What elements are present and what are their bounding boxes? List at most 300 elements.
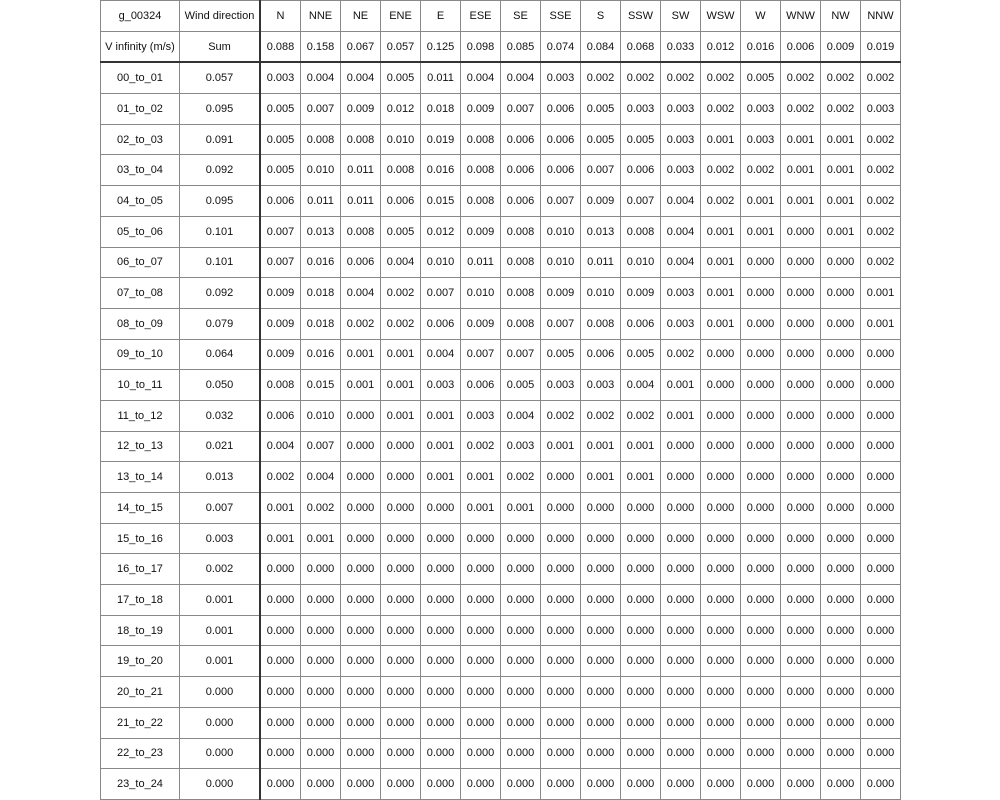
frequency-cell: 0.000 bbox=[701, 339, 741, 370]
frequency-cell: 0.002 bbox=[821, 62, 861, 93]
frequency-cell: 0.000 bbox=[741, 523, 781, 554]
frequency-cell: 0.002 bbox=[661, 62, 701, 93]
speed-bin-label: 18_to_19 bbox=[101, 615, 180, 646]
frequency-cell: 0.006 bbox=[341, 247, 381, 278]
frequency-cell: 0.004 bbox=[301, 462, 341, 493]
frequency-cell: 0.018 bbox=[421, 94, 461, 125]
frequency-cell: 0.002 bbox=[701, 62, 741, 93]
frequency-cell: 0.005 bbox=[621, 124, 661, 155]
frequency-cell: 0.005 bbox=[260, 124, 301, 155]
frequency-cell: 0.000 bbox=[661, 615, 701, 646]
direction-total-ene: 0.057 bbox=[381, 31, 421, 62]
frequency-cell: 0.000 bbox=[821, 339, 861, 370]
frequency-cell: 0.000 bbox=[741, 308, 781, 339]
frequency-cell: 0.001 bbox=[821, 124, 861, 155]
frequency-cell: 0.000 bbox=[260, 646, 301, 677]
direction-total-ese: 0.098 bbox=[461, 31, 501, 62]
speed-bin-label: 06_to_07 bbox=[101, 247, 180, 278]
table-row bbox=[101, 585, 901, 616]
frequency-cell: 0.008 bbox=[341, 124, 381, 155]
frequency-cell: 0.008 bbox=[501, 278, 541, 309]
frequency-cell: 0.010 bbox=[461, 278, 501, 309]
frequency-cell: 0.000 bbox=[501, 554, 541, 585]
frequency-cell: 0.000 bbox=[781, 278, 821, 309]
speed-bin-label: 14_to_15 bbox=[101, 493, 180, 524]
frequency-cell: 0.000 bbox=[381, 493, 421, 524]
row-sum-cell: 0.057 bbox=[180, 62, 261, 93]
direction-header-nw: NW bbox=[821, 1, 861, 32]
frequency-cell: 0.000 bbox=[541, 646, 581, 677]
frequency-cell: 0.011 bbox=[341, 186, 381, 217]
direction-total-se: 0.085 bbox=[501, 31, 541, 62]
speed-bin-label: 19_to_20 bbox=[101, 646, 180, 677]
frequency-cell: 0.001 bbox=[861, 278, 901, 309]
frequency-cell: 0.002 bbox=[461, 431, 501, 462]
wind-direction-label: Wind direction bbox=[180, 1, 261, 32]
frequency-cell: 0.000 bbox=[260, 615, 301, 646]
frequency-cell: 0.000 bbox=[861, 769, 901, 800]
frequency-cell: 0.000 bbox=[541, 523, 581, 554]
frequency-cell: 0.004 bbox=[501, 400, 541, 431]
row-sum-cell: 0.101 bbox=[180, 216, 261, 247]
frequency-cell: 0.000 bbox=[421, 769, 461, 800]
frequency-cell: 0.001 bbox=[461, 462, 501, 493]
frequency-cell: 0.006 bbox=[461, 370, 501, 401]
speed-label: V infinity (m/s) bbox=[101, 31, 180, 62]
frequency-cell: 0.000 bbox=[701, 707, 741, 738]
row-sum-cell: 0.000 bbox=[180, 707, 261, 738]
frequency-cell: 0.000 bbox=[381, 707, 421, 738]
row-sum-cell: 0.079 bbox=[180, 308, 261, 339]
frequency-cell: 0.011 bbox=[301, 186, 341, 217]
frequency-cell: 0.000 bbox=[341, 585, 381, 616]
frequency-cell: 0.005 bbox=[741, 62, 781, 93]
frequency-cell: 0.000 bbox=[501, 738, 541, 769]
frequency-cell: 0.008 bbox=[501, 216, 541, 247]
frequency-cell: 0.000 bbox=[621, 523, 661, 554]
frequency-cell: 0.009 bbox=[541, 278, 581, 309]
table-row bbox=[101, 431, 901, 462]
frequency-cell: 0.003 bbox=[661, 278, 701, 309]
frequency-cell: 0.000 bbox=[341, 707, 381, 738]
frequency-cell: 0.011 bbox=[461, 247, 501, 278]
frequency-cell: 0.000 bbox=[621, 615, 661, 646]
direction-total-n: 0.088 bbox=[260, 31, 301, 62]
frequency-cell: 0.000 bbox=[821, 646, 861, 677]
frequency-cell: 0.002 bbox=[861, 186, 901, 217]
frequency-cell: 0.000 bbox=[381, 462, 421, 493]
frequency-cell: 0.000 bbox=[741, 370, 781, 401]
frequency-cell: 0.000 bbox=[861, 493, 901, 524]
frequency-cell: 0.000 bbox=[621, 554, 661, 585]
frequency-cell: 0.000 bbox=[861, 677, 901, 708]
frequency-cell: 0.000 bbox=[661, 677, 701, 708]
frequency-cell: 0.000 bbox=[621, 707, 661, 738]
frequency-cell: 0.009 bbox=[260, 308, 301, 339]
row-sum-cell: 0.013 bbox=[180, 462, 261, 493]
frequency-cell: 0.001 bbox=[260, 523, 301, 554]
row-sum-cell: 0.000 bbox=[180, 677, 261, 708]
frequency-cell: 0.000 bbox=[701, 738, 741, 769]
table-row bbox=[101, 339, 901, 370]
frequency-cell: 0.001 bbox=[861, 308, 901, 339]
frequency-cell: 0.000 bbox=[661, 585, 701, 616]
frequency-cell: 0.002 bbox=[781, 94, 821, 125]
frequency-cell: 0.000 bbox=[741, 247, 781, 278]
frequency-cell: 0.008 bbox=[461, 186, 501, 217]
frequency-cell: 0.000 bbox=[821, 370, 861, 401]
speed-bin-label: 07_to_08 bbox=[101, 278, 180, 309]
frequency-cell: 0.000 bbox=[421, 677, 461, 708]
frequency-cell: 0.000 bbox=[461, 585, 501, 616]
frequency-cell: 0.000 bbox=[701, 523, 741, 554]
frequency-cell: 0.004 bbox=[461, 62, 501, 93]
frequency-cell: 0.005 bbox=[260, 155, 301, 186]
frequency-cell: 0.003 bbox=[661, 124, 701, 155]
row-sum-cell: 0.002 bbox=[180, 554, 261, 585]
frequency-cell: 0.002 bbox=[701, 94, 741, 125]
frequency-cell: 0.000 bbox=[461, 707, 501, 738]
frequency-cell: 0.000 bbox=[661, 431, 701, 462]
frequency-cell: 0.000 bbox=[581, 523, 621, 554]
row-sum-cell: 0.091 bbox=[180, 124, 261, 155]
frequency-cell: 0.000 bbox=[341, 431, 381, 462]
frequency-cell: 0.000 bbox=[661, 769, 701, 800]
frequency-cell: 0.000 bbox=[861, 707, 901, 738]
frequency-cell: 0.019 bbox=[421, 124, 461, 155]
frequency-cell: 0.001 bbox=[421, 400, 461, 431]
frequency-cell: 0.000 bbox=[661, 523, 701, 554]
frequency-cell: 0.005 bbox=[501, 370, 541, 401]
frequency-cell: 0.006 bbox=[260, 186, 301, 217]
table-row bbox=[101, 216, 901, 247]
frequency-cell: 0.001 bbox=[701, 124, 741, 155]
frequency-cell: 0.000 bbox=[781, 523, 821, 554]
frequency-cell: 0.000 bbox=[501, 615, 541, 646]
frequency-cell: 0.010 bbox=[581, 278, 621, 309]
table-row bbox=[101, 677, 901, 708]
frequency-cell: 0.000 bbox=[341, 738, 381, 769]
frequency-cell: 0.002 bbox=[661, 339, 701, 370]
table-row bbox=[101, 62, 901, 93]
frequency-cell: 0.008 bbox=[260, 370, 301, 401]
table-row bbox=[101, 155, 901, 186]
speed-bin-label: 15_to_16 bbox=[101, 523, 180, 554]
frequency-cell: 0.000 bbox=[260, 554, 301, 585]
frequency-cell: 0.000 bbox=[621, 677, 661, 708]
table-row bbox=[101, 186, 901, 217]
direction-total-nw: 0.009 bbox=[821, 31, 861, 62]
frequency-cell: 0.000 bbox=[541, 615, 581, 646]
frequency-cell: 0.000 bbox=[501, 646, 541, 677]
frequency-cell: 0.000 bbox=[701, 677, 741, 708]
frequency-cell: 0.000 bbox=[541, 554, 581, 585]
frequency-cell: 0.010 bbox=[381, 124, 421, 155]
frequency-cell: 0.000 bbox=[781, 370, 821, 401]
frequency-cell: 0.001 bbox=[581, 462, 621, 493]
frequency-cell: 0.008 bbox=[461, 124, 501, 155]
frequency-cell: 0.000 bbox=[341, 615, 381, 646]
frequency-cell: 0.007 bbox=[260, 216, 301, 247]
frequency-cell: 0.003 bbox=[541, 370, 581, 401]
frequency-cell: 0.000 bbox=[661, 493, 701, 524]
table-row bbox=[101, 493, 901, 524]
frequency-cell: 0.005 bbox=[581, 94, 621, 125]
frequency-cell: 0.001 bbox=[381, 400, 421, 431]
frequency-cell: 0.002 bbox=[861, 216, 901, 247]
frequency-cell: 0.000 bbox=[701, 431, 741, 462]
row-sum-cell: 0.001 bbox=[180, 615, 261, 646]
frequency-cell: 0.007 bbox=[501, 94, 541, 125]
frequency-cell: 0.000 bbox=[260, 677, 301, 708]
frequency-cell: 0.007 bbox=[501, 339, 541, 370]
frequency-cell: 0.001 bbox=[421, 462, 461, 493]
frequency-cell: 0.001 bbox=[741, 186, 781, 217]
frequency-cell: 0.000 bbox=[581, 585, 621, 616]
frequency-cell: 0.000 bbox=[861, 615, 901, 646]
frequency-cell: 0.000 bbox=[781, 308, 821, 339]
frequency-cell: 0.002 bbox=[581, 62, 621, 93]
frequency-cell: 0.002 bbox=[260, 462, 301, 493]
frequency-cell: 0.000 bbox=[701, 462, 741, 493]
row-sum-cell: 0.007 bbox=[180, 493, 261, 524]
frequency-cell: 0.002 bbox=[861, 247, 901, 278]
frequency-cell: 0.000 bbox=[421, 585, 461, 616]
row-sum-cell: 0.092 bbox=[180, 155, 261, 186]
frequency-cell: 0.000 bbox=[341, 493, 381, 524]
frequency-cell: 0.005 bbox=[260, 94, 301, 125]
frequency-cell: 0.001 bbox=[701, 247, 741, 278]
wind-frequency-table bbox=[100, 0, 901, 800]
frequency-cell: 0.000 bbox=[461, 677, 501, 708]
frequency-cell: 0.001 bbox=[501, 493, 541, 524]
frequency-cell: 0.000 bbox=[861, 462, 901, 493]
frequency-cell: 0.000 bbox=[421, 493, 461, 524]
frequency-cell: 0.000 bbox=[301, 677, 341, 708]
frequency-cell: 0.002 bbox=[581, 400, 621, 431]
speed-bin-label: 00_to_01 bbox=[101, 62, 180, 93]
frequency-cell: 0.010 bbox=[421, 247, 461, 278]
table-row bbox=[101, 124, 901, 155]
frequency-cell: 0.009 bbox=[581, 186, 621, 217]
frequency-cell: 0.000 bbox=[861, 554, 901, 585]
frequency-cell: 0.000 bbox=[461, 738, 501, 769]
row-sum-cell: 0.095 bbox=[180, 186, 261, 217]
frequency-cell: 0.000 bbox=[781, 339, 821, 370]
frequency-cell: 0.000 bbox=[781, 646, 821, 677]
frequency-cell: 0.000 bbox=[581, 738, 621, 769]
row-sum-cell: 0.021 bbox=[180, 431, 261, 462]
frequency-cell: 0.010 bbox=[541, 216, 581, 247]
frequency-cell: 0.003 bbox=[421, 370, 461, 401]
frequency-cell: 0.007 bbox=[301, 94, 341, 125]
frequency-cell: 0.001 bbox=[541, 431, 581, 462]
frequency-cell: 0.000 bbox=[781, 615, 821, 646]
frequency-cell: 0.004 bbox=[260, 431, 301, 462]
frequency-cell: 0.016 bbox=[301, 247, 341, 278]
speed-bin-label: 09_to_10 bbox=[101, 339, 180, 370]
frequency-cell: 0.001 bbox=[701, 278, 741, 309]
frequency-cell: 0.002 bbox=[501, 462, 541, 493]
frequency-cell: 0.005 bbox=[621, 339, 661, 370]
header-row-totals bbox=[101, 31, 901, 62]
frequency-cell: 0.002 bbox=[781, 62, 821, 93]
table-row bbox=[101, 615, 901, 646]
frequency-cell: 0.007 bbox=[621, 186, 661, 217]
frequency-cell: 0.000 bbox=[821, 707, 861, 738]
row-sum-cell: 0.000 bbox=[180, 769, 261, 800]
speed-bin-label: 17_to_18 bbox=[101, 585, 180, 616]
frequency-cell: 0.005 bbox=[541, 339, 581, 370]
frequency-cell: 0.002 bbox=[741, 155, 781, 186]
frequency-cell: 0.007 bbox=[581, 155, 621, 186]
frequency-cell: 0.006 bbox=[541, 155, 581, 186]
frequency-cell: 0.013 bbox=[581, 216, 621, 247]
frequency-cell: 0.002 bbox=[621, 62, 661, 93]
frequency-cell: 0.007 bbox=[301, 431, 341, 462]
frequency-cell: 0.000 bbox=[661, 738, 701, 769]
frequency-cell: 0.010 bbox=[621, 247, 661, 278]
frequency-cell: 0.000 bbox=[381, 585, 421, 616]
frequency-cell: 0.006 bbox=[581, 339, 621, 370]
direction-total-ne: 0.067 bbox=[341, 31, 381, 62]
direction-header-sse: SSE bbox=[541, 1, 581, 32]
frequency-cell: 0.000 bbox=[341, 523, 381, 554]
direction-header-w: W bbox=[741, 1, 781, 32]
frequency-cell: 0.000 bbox=[541, 707, 581, 738]
frequency-cell: 0.000 bbox=[701, 370, 741, 401]
frequency-cell: 0.004 bbox=[621, 370, 661, 401]
speed-bin-label: 12_to_13 bbox=[101, 431, 180, 462]
frequency-cell: 0.000 bbox=[581, 707, 621, 738]
frequency-cell: 0.001 bbox=[781, 155, 821, 186]
frequency-cell: 0.000 bbox=[781, 554, 821, 585]
frequency-cell: 0.007 bbox=[461, 339, 501, 370]
frequency-cell: 0.013 bbox=[301, 216, 341, 247]
frequency-cell: 0.000 bbox=[861, 523, 901, 554]
frequency-cell: 0.004 bbox=[341, 278, 381, 309]
speed-bin-label: 01_to_02 bbox=[101, 94, 180, 125]
frequency-cell: 0.010 bbox=[541, 247, 581, 278]
frequency-cell: 0.001 bbox=[421, 431, 461, 462]
frequency-cell: 0.000 bbox=[541, 462, 581, 493]
row-sum-cell: 0.001 bbox=[180, 585, 261, 616]
frequency-cell: 0.006 bbox=[541, 94, 581, 125]
frequency-cell: 0.000 bbox=[301, 646, 341, 677]
frequency-cell: 0.000 bbox=[701, 400, 741, 431]
frequency-cell: 0.006 bbox=[621, 308, 661, 339]
frequency-cell: 0.000 bbox=[701, 769, 741, 800]
frequency-cell: 0.001 bbox=[661, 370, 701, 401]
frequency-cell: 0.001 bbox=[781, 124, 821, 155]
frequency-cell: 0.000 bbox=[381, 554, 421, 585]
table-row bbox=[101, 308, 901, 339]
frequency-cell: 0.002 bbox=[381, 308, 421, 339]
direction-header-n: N bbox=[260, 1, 301, 32]
frequency-cell: 0.000 bbox=[341, 646, 381, 677]
frequency-cell: 0.000 bbox=[581, 677, 621, 708]
table-row bbox=[101, 554, 901, 585]
frequency-cell: 0.000 bbox=[741, 615, 781, 646]
speed-bin-label: 10_to_11 bbox=[101, 370, 180, 401]
frequency-cell: 0.000 bbox=[621, 585, 661, 616]
frequency-cell: 0.001 bbox=[581, 431, 621, 462]
frequency-cell: 0.001 bbox=[621, 462, 661, 493]
frequency-cell: 0.009 bbox=[260, 339, 301, 370]
frequency-cell: 0.000 bbox=[701, 554, 741, 585]
frequency-cell: 0.000 bbox=[461, 523, 501, 554]
frequency-cell: 0.001 bbox=[701, 308, 741, 339]
frequency-cell: 0.002 bbox=[861, 62, 901, 93]
frequency-cell: 0.000 bbox=[581, 493, 621, 524]
table-row bbox=[101, 400, 901, 431]
frequency-cell: 0.004 bbox=[501, 62, 541, 93]
frequency-cell: 0.001 bbox=[341, 370, 381, 401]
frequency-cell: 0.006 bbox=[541, 124, 581, 155]
frequency-cell: 0.000 bbox=[381, 615, 421, 646]
frequency-cell: 0.008 bbox=[501, 247, 541, 278]
frequency-cell: 0.006 bbox=[501, 186, 541, 217]
direction-header-ene: ENE bbox=[381, 1, 421, 32]
frequency-cell: 0.006 bbox=[381, 186, 421, 217]
speed-bin-label: 13_to_14 bbox=[101, 462, 180, 493]
frequency-cell: 0.000 bbox=[861, 370, 901, 401]
direction-header-wsw: WSW bbox=[701, 1, 741, 32]
frequency-cell: 0.000 bbox=[821, 523, 861, 554]
frequency-cell: 0.000 bbox=[581, 769, 621, 800]
frequency-cell: 0.000 bbox=[821, 462, 861, 493]
table-row bbox=[101, 247, 901, 278]
frequency-cell: 0.000 bbox=[821, 554, 861, 585]
frequency-cell: 0.002 bbox=[381, 278, 421, 309]
frequency-cell: 0.000 bbox=[541, 585, 581, 616]
frequency-cell: 0.000 bbox=[781, 400, 821, 431]
frequency-cell: 0.000 bbox=[821, 278, 861, 309]
table-row bbox=[101, 462, 901, 493]
frequency-cell: 0.010 bbox=[301, 400, 341, 431]
frequency-cell: 0.000 bbox=[861, 585, 901, 616]
frequency-cell: 0.000 bbox=[821, 400, 861, 431]
frequency-cell: 0.008 bbox=[341, 216, 381, 247]
frequency-cell: 0.000 bbox=[421, 707, 461, 738]
frequency-cell: 0.000 bbox=[861, 431, 901, 462]
frequency-cell: 0.000 bbox=[781, 677, 821, 708]
frequency-cell: 0.004 bbox=[661, 216, 701, 247]
frequency-cell: 0.000 bbox=[301, 615, 341, 646]
frequency-cell: 0.001 bbox=[260, 493, 301, 524]
frequency-cell: 0.000 bbox=[581, 554, 621, 585]
frequency-cell: 0.005 bbox=[381, 62, 421, 93]
frequency-cell: 0.004 bbox=[661, 186, 701, 217]
frequency-cell: 0.000 bbox=[861, 339, 901, 370]
frequency-cell: 0.000 bbox=[821, 585, 861, 616]
frequency-cell: 0.016 bbox=[301, 339, 341, 370]
frequency-cell: 0.000 bbox=[301, 554, 341, 585]
direction-header-ssw: SSW bbox=[621, 1, 661, 32]
frequency-cell: 0.004 bbox=[341, 62, 381, 93]
row-sum-cell: 0.003 bbox=[180, 523, 261, 554]
row-sum-cell: 0.050 bbox=[180, 370, 261, 401]
frequency-cell: 0.000 bbox=[821, 431, 861, 462]
speed-bin-label: 22_to_23 bbox=[101, 738, 180, 769]
frequency-cell: 0.000 bbox=[621, 493, 661, 524]
frequency-cell: 0.000 bbox=[781, 769, 821, 800]
frequency-cell: 0.007 bbox=[541, 186, 581, 217]
frequency-cell: 0.000 bbox=[541, 738, 581, 769]
frequency-cell: 0.006 bbox=[501, 155, 541, 186]
frequency-cell: 0.000 bbox=[621, 646, 661, 677]
frequency-cell: 0.000 bbox=[661, 707, 701, 738]
